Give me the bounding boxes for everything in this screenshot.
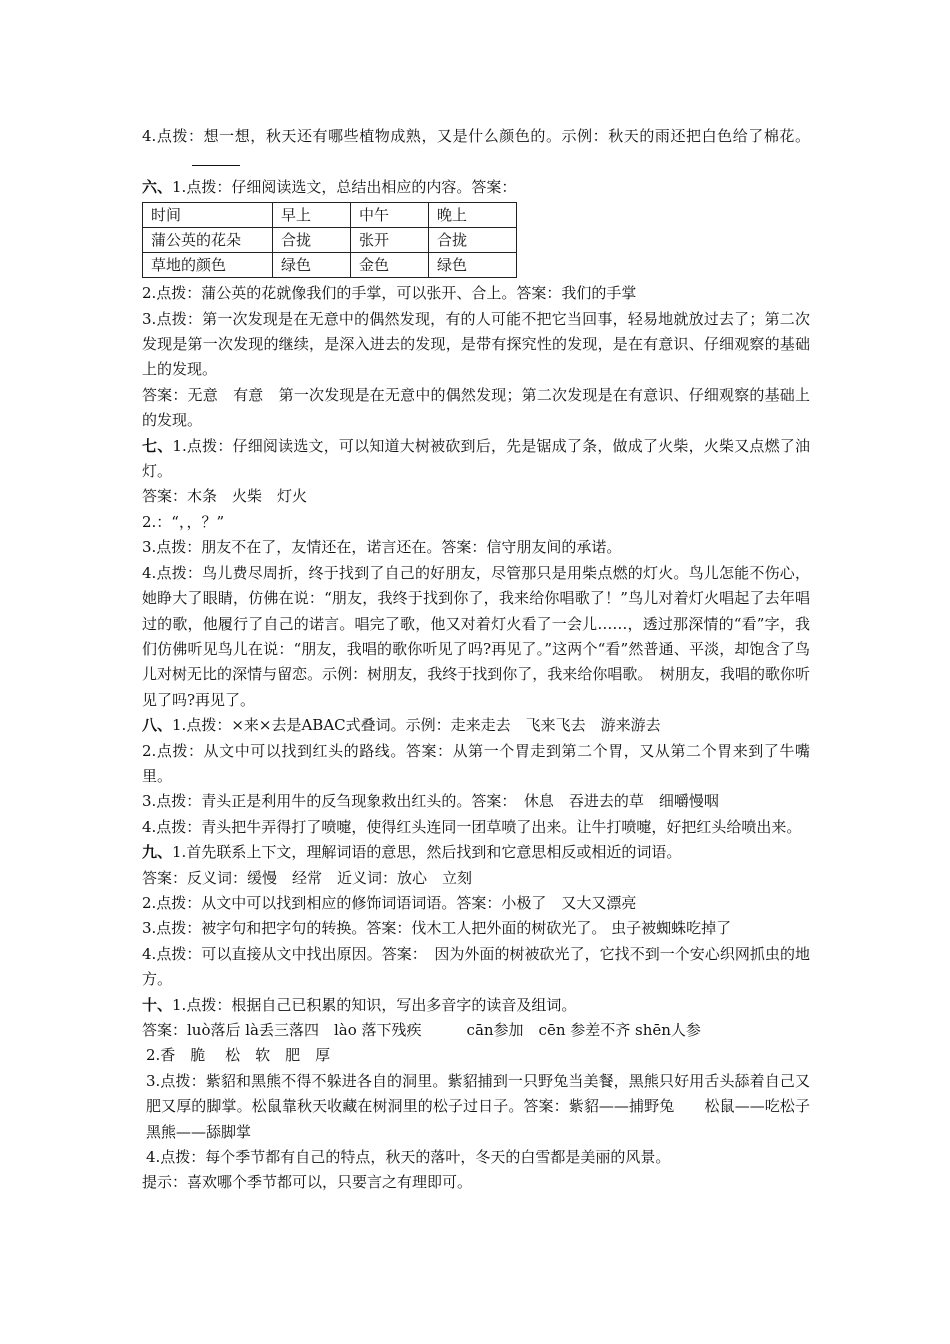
s10-item1-answer: 答案：luò落后 là丢三落四 lào 落下残疾 cān参加 cēn 参差不齐 shēn人参 bbox=[142, 1021, 701, 1039]
s8-item3: 3.点拨：青头正是利用牛的反刍现象救出红头的。答案： 休息 吞进去的草 细嚼慢咽 bbox=[142, 792, 719, 811]
s9-item4: 4.点拨：可以直接从文中找出原因。答案： 因为外面的树被砍光了，它找不到一个安心织网抓虫的地方。 bbox=[142, 944, 810, 989]
s8-item4: 4.点拨：青头把牛弄得打了喷嚏，使得红头连同一团草喷了出来。让牛打喷嚏，好把红头给喷出来。 bbox=[142, 817, 802, 836]
table-cell: 绿色 bbox=[429, 253, 517, 278]
section-10-number: 十、 bbox=[142, 995, 173, 1014]
table-cell: 绿色 bbox=[273, 253, 351, 278]
s6-item3: 3.点拨：第一次发现是在无意中的偶然发现，有的人可能不把它当回事，轻易地就放过去了；第二次发现是第一次发现的继续，是深入进去的发现，是带有探究性的发现，是在有意识、仔细观察的基础上的发现。 bbox=[142, 309, 810, 379]
s6-item3-answer: 答案：无意 有意 第一次发现是在无意中的偶然发现；第二次发现是在有意识、仔细观察的基础上的发现。 bbox=[142, 385, 810, 430]
s5-item4 bbox=[142, 124, 810, 175]
section-7-number: 七、 bbox=[142, 436, 173, 455]
section-9-number: 九、 bbox=[142, 843, 173, 862]
section-6-number: 六、 bbox=[142, 177, 173, 196]
s6-item2: 2.点拨：蒲公英的花就像我们的手掌，可以张开、合上。答案：我们的手掌 bbox=[142, 284, 637, 303]
table-cell: 张开 bbox=[351, 228, 429, 253]
s10-item1 bbox=[142, 993, 810, 1018]
table-header-row bbox=[143, 203, 517, 228]
table-row bbox=[143, 253, 517, 278]
dandelion-table bbox=[142, 202, 517, 278]
s7-item1-answer: 答案：木条 火柴 灯火 bbox=[142, 487, 308, 506]
table-header-cell: 晚上 bbox=[429, 203, 517, 228]
s9-item1-answer: 答案：反义词：缓慢 经常 近义词：放心 立刻 bbox=[142, 868, 473, 887]
s7-item4: 4.点拨：鸟儿费尽周折，终于找到了自己的好朋友，尽管那只是用柴点燃的灯火。鸟儿怎能不伤心，她睁大了眼睛，仿佛在说：“朋友，我终于找到你了，我来给你唱歌了！”鸟儿对着灯火唱起了去年唱过的歌，他履行了自己的诺言。唱完了歌，他又对着灯火看了一会儿……，透过那深情的“看”字，我们仿佛听见鸟儿在说：“朋友，我唱的歌你听见了吗?再见了。”这两个“看”然普通、平淡，却饱含了鸟儿对树无比的深情与留恋。示例：树朋友，我终于找到你了，我来给你唱歌。 树朋友，我唱的歌你听见了吗?再见了。 bbox=[142, 563, 810, 709]
s10-item4: 4.点拨：每个季节都有自己的特点，秋天的落叶，冬天的白雪都是美丽的风景。 bbox=[146, 1148, 671, 1167]
s8-item1-text: 1.点拨：×来×去是ABAC式叠词。示例：走来走去 飞来飞去 游来游去 bbox=[172, 716, 661, 735]
table-header-cell: 时间 bbox=[143, 203, 273, 228]
answer-key-page bbox=[142, 124, 841, 1196]
table-cell: 蒲公英的花朵 bbox=[143, 228, 273, 253]
s10-item2: 2.香 脆 松 软 肥 厚 bbox=[146, 1046, 331, 1065]
answer-blank-line bbox=[192, 151, 240, 166]
s9-item1-text: 1.首先联系上下文，理解词语的意思，然后找到和它意思相反或相近的词语。 bbox=[172, 843, 682, 862]
table-header-cell: 中午 bbox=[351, 203, 429, 228]
s7-item2: 2.：“，，？” bbox=[142, 512, 225, 531]
s10-item3: 3.点拨：紫貂和黑熊不得不躲进各自的洞里。紫貂捕到一只野兔当美餐，黑熊只好用舌头舔着自己又肥又厚的脚掌。松鼠靠秋天收藏在树洞里的松子过日子。答案：紫貂——捕野兔 松鼠——吃松子 黑熊——舔脚掌 bbox=[146, 1071, 841, 1141]
table-cell: 合拢 bbox=[429, 228, 517, 253]
table-row bbox=[143, 228, 517, 253]
table-cell: 金色 bbox=[351, 253, 429, 278]
s7-item1-text: 1.点拨：仔细阅读选文，可以知道大树被砍到后，先是锯成了条，做成了火柴，火柴又点燃了油灯。 bbox=[142, 436, 810, 481]
s6-item1 bbox=[142, 175, 810, 200]
s10-item1-text: 1.点拨：根据自己已积累的知识，写出多音字的读音及组词。 bbox=[172, 995, 577, 1014]
section-8-number: 八、 bbox=[142, 716, 173, 735]
s5-item4-text: 4.点拨：想一想，秋天还有哪些植物成熟，又是什么颜色的。示例：秋天的雨还把白色给了棉花。 bbox=[142, 127, 810, 145]
table-header-cell: 早上 bbox=[273, 203, 351, 228]
table-cell: 合拢 bbox=[273, 228, 351, 253]
table-cell: 草地的颜色 bbox=[143, 253, 273, 278]
s9-item1 bbox=[142, 840, 810, 865]
s7-item3: 3.点拨：朋友不在了，友情还在，诺言还在。答案：信守朋友间的承诺。 bbox=[142, 538, 622, 557]
s6-item1-text: 1.点拨：仔细阅读选文，总结出相应的内容。答案： bbox=[172, 177, 517, 196]
s10-tip: 提示：喜欢哪个季节都可以，只要言之有理即可。 bbox=[142, 1173, 473, 1192]
s9-item3: 3.点拨：被字句和把字句的转换。答案：伐木工人把外面的树砍光了。 虫子被蜘蛛吃掉了 bbox=[142, 919, 732, 938]
s8-item2: 2.点拨：从文中可以找到红头的路线。答案：从第一个胃走到第二个胃，又从第二个胃来到了牛嘴里。 bbox=[142, 741, 810, 785]
s9-item2: 2.点拨：从文中可以找到相应的修饰词语词语。答案：小极了 又大又漂亮 bbox=[142, 893, 637, 912]
s7-item1 bbox=[142, 434, 810, 485]
s8-item1 bbox=[142, 713, 810, 738]
